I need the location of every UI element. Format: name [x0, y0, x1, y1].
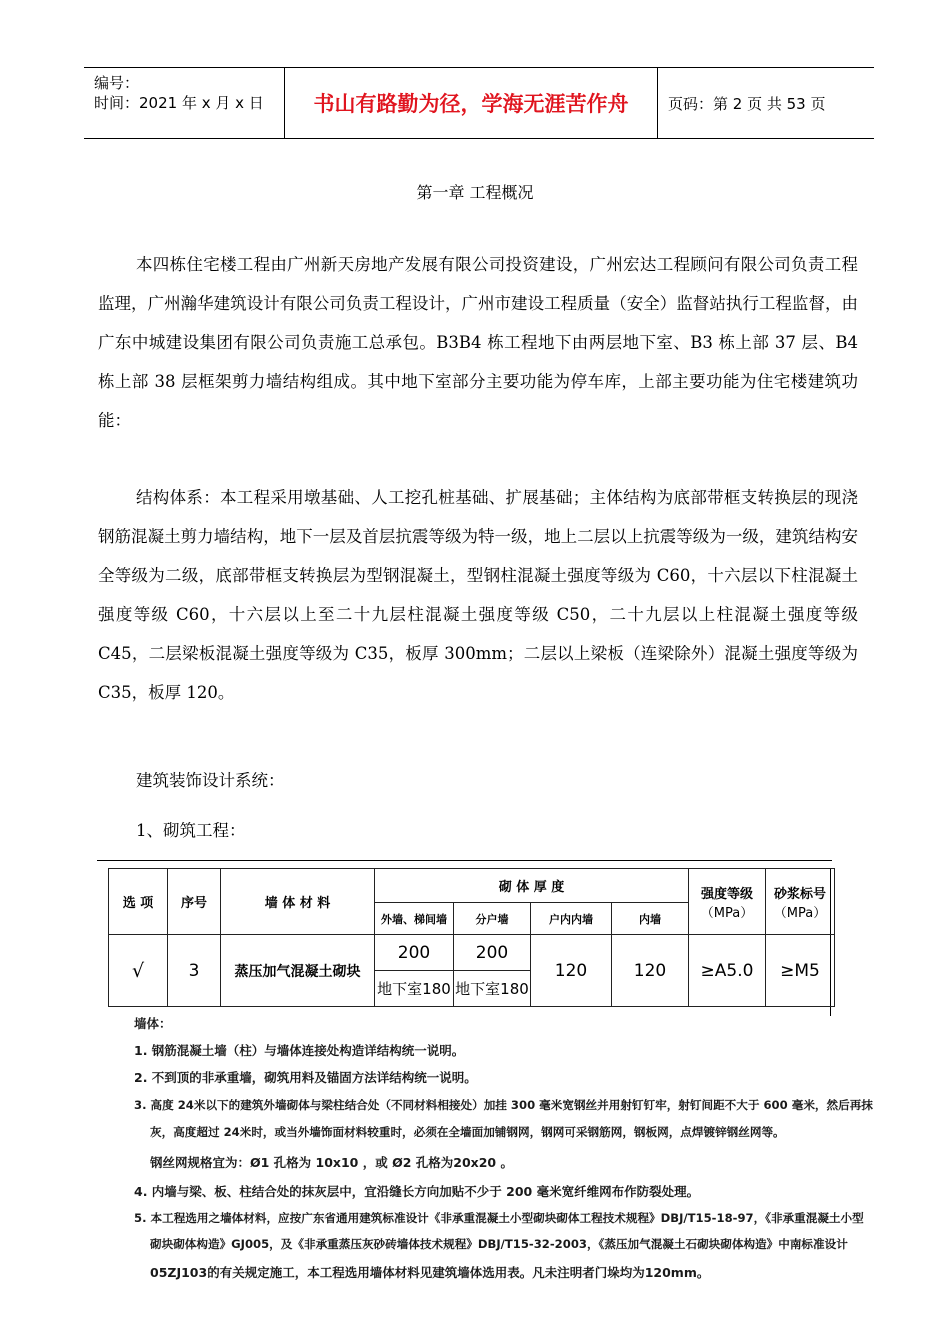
header-mortar: 砂浆标号 （MPa）: [766, 869, 835, 935]
header-inner-house-wall: 户内内墙: [531, 903, 612, 935]
row-seq: 3: [168, 935, 221, 1007]
row-outer-basement: 地下室180: [375, 971, 454, 1007]
note-item: 砌块砌体构造》GJ005，及《非承重蒸压灰砂砖墙体技术规程》DBJ/T15-32-2003，《蒸压加气混凝土石砌块砌体构造》中南标准设计: [150, 1237, 848, 1251]
document-number: 编号：: [94, 74, 140, 92]
chapter-title: 第一章 工程概况: [416, 183, 534, 202]
note-item: 灰，高度超过 24米时，或当外墙饰面材料较重时，必须在全墙面加铺钢网，钢网可采钢筋网，钢板网，点焊镀锌钢丝网等。: [150, 1125, 785, 1139]
header-inner-wall: 内墙: [612, 903, 689, 935]
note-item: 3. 高度 24米以下的建筑外墙砌体与梁柱结合处（不同材料相接处）加挂 300 毫米宽钢丝并用射钉钉牢，射钉间距不大于 600 毫米，然后再抹: [134, 1098, 873, 1112]
document-time: 时间：2021 年 x 月 x 日: [94, 94, 264, 112]
header-material: 墙 体 材 料: [221, 869, 375, 935]
header-outer-wall: 外墙、梯间墙: [375, 903, 454, 935]
note-item: 2. 不到顶的非承重墙，砌筑用料及锚固方法详结构统一说明。: [134, 1070, 477, 1085]
paragraph-overview: 本四栋住宅楼工程由广州新天房地产发展有限公司投资建设，广州宏达工程顾问有限公司负责工程监理，广州瀚华建筑设计有限公司负责工程设计，广州市建设工程质量（安全）监督站执行工程监督，由广东中城建设集团有限公司负责施工总承包。B3B4 栋工程地下由两层地下室、B3 栋上部 37 层、B4 栋上部 38 层框架剪力墙结构组成。其中地下室部分主要功能为停车库，上部主要功能为住宅楼建筑功能：: [98, 255, 858, 430]
notes-heading: 墙体：: [134, 1016, 172, 1031]
header-option: 选 项: [109, 869, 168, 935]
row-partition-basement: 地下室180: [454, 971, 531, 1007]
note-item: 4. 内墙与梁、板、柱结合处的抹灰层中，宜沿缝长方向加贴不少于 200 毫米宽纤维网布作防裂处理。: [134, 1184, 700, 1199]
masonry-table: [108, 868, 835, 1007]
row-strength: ≥A5.0: [689, 935, 766, 1007]
section-masonry-heading: 1、砌筑工程：: [136, 821, 246, 840]
row-inner-house-thickness: 120: [531, 935, 612, 1007]
row-material: 蒸压加气混凝土砌块: [221, 935, 375, 1007]
paragraph-structure: 结构体系：本工程采用墩基础、人工挖孔桩基础、扩展基础；主体结构为底部带框支转换层的现浇钢筋混凝土剪力墙结构，地下一层及首层抗震等级为特一级，地上二层以上抗震等级为一级，建筑结构安全等级为二级，底部带框支转换层为型钢混凝土，型钢柱混凝土强度等级为 C60，十六层以下柱混凝土强度等级 C60，十六层以上至二十九层柱混凝土强度等级 C50，二十九层以上柱混凝土强度等级 C45，二层梁板混凝土强度等级为 C35，板厚 300mm；二层以上梁板（连梁除外）混凝土强度等级为 C35，板厚 120。: [98, 488, 858, 702]
check-mark: √: [109, 935, 168, 1007]
header-seq: 序号: [168, 869, 221, 935]
note-item: 5. 本工程选用之墙体材料，应按广东省通用建筑标准设计《非承重混凝土小型砌块砌体工程技术规程》DBJ/T15-18-97，《非承重混凝土小型: [134, 1211, 864, 1225]
header-meta: [84, 68, 285, 138]
row-mortar: ≥M5: [766, 935, 835, 1007]
row-partition-thickness: 200: [454, 935, 531, 971]
table-top-rule: [97, 860, 832, 861]
row-inner-thickness: 120: [612, 935, 689, 1007]
note-item: 1. 钢筋混凝土墙（柱）与墙体连接处构造详结构统一说明。: [134, 1043, 465, 1058]
header-partition-wall: 分户墙: [454, 903, 531, 935]
page-number: 页码：第 2 页 共 53 页: [668, 94, 826, 113]
header-motto: 书山有路勤为径，学海无涯苦作舟: [285, 68, 658, 138]
header-strength: 强度等级 （MPa）: [689, 869, 766, 935]
section-decoration-heading: 建筑装饰设计系统：: [136, 771, 285, 790]
note-item: 钢丝网规格宜为：Ø1 孔格为 10x10 ，或 Ø2 孔格为20x20 。: [150, 1155, 513, 1170]
note-item: 05ZJ103的有关规定施工，本工程选用墙体材料见建筑墙体选用表。凡未注明者门垛均为120mm。: [150, 1265, 710, 1280]
row-outer-thickness: 200: [375, 935, 454, 971]
page-header: [84, 67, 874, 139]
header-thickness: 砌 体 厚 度: [375, 869, 689, 903]
